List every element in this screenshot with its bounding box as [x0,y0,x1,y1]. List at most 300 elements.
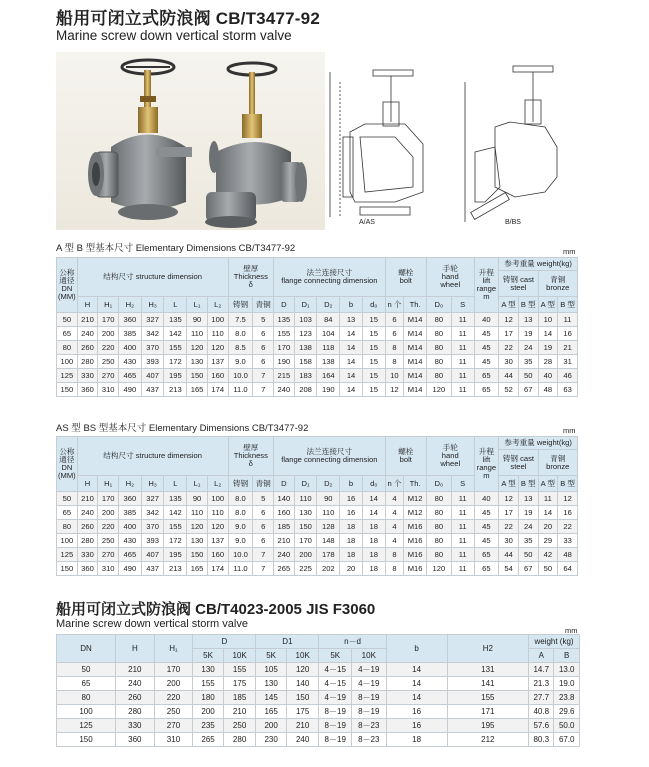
table-cell: 200 [294,548,317,562]
subheader-cell: L [164,476,187,492]
table-cell: 175 [223,677,256,691]
subheader-cell: L [164,297,187,313]
table-a [56,257,578,397]
table-cell: 22 [499,341,519,355]
drawing-label-b: B/BS [505,219,521,226]
table-cell: 48 [538,383,558,397]
table-cell: 210 [77,313,98,327]
col-h2: H2 [447,635,528,663]
table-cell: 50 [57,663,116,677]
table-c-unit: mm [565,626,578,635]
table-cell: 14 [340,355,363,369]
table-cell: 100 [57,355,78,369]
table-cell: 14 [340,383,363,397]
valve-photo [56,52,325,230]
table-cell: 150 [57,383,78,397]
table-cell: 8－19 [319,719,352,733]
table-cell: 90 [187,313,208,327]
table-cell: 4 [385,492,404,506]
subheader-cell: H₂ [119,297,142,313]
table-cell: 4 [385,520,404,534]
table-cell: 160 [274,506,295,520]
col-bolt: 螺栓 bolt [385,437,426,476]
table-cell: 14 [362,492,385,506]
table-cell: 14.7 [529,663,554,677]
table-cell: 40 [474,492,499,506]
table-row [57,355,578,369]
table-cell: 200 [154,677,193,691]
table-cell: 210 [223,705,256,719]
col-wall: 壁厚 Thickness δ [228,258,273,297]
section-subtitle: Marine screw down vertical storm valve [56,618,248,630]
table-cell: 210 [77,492,98,506]
col-bronze: 青铜 bronze [538,271,577,297]
table-c [56,634,580,747]
table-cell: 185 [274,520,295,534]
subheader-cell: D₂ [317,297,340,313]
table-cell: 150 [294,520,317,534]
table-row [57,663,580,677]
table-cell: 100 [207,492,228,506]
table-cell: 265 [193,733,224,747]
table-cell: 15 [362,355,385,369]
table-cell: 80 [426,341,451,355]
table-cell: 100 [57,534,78,548]
table-cell: 8 [385,548,404,562]
table-cell: 120 [187,341,208,355]
table-cell: 44 [499,548,519,562]
table-cell: M14 [404,369,427,383]
table-cell: 18 [340,520,363,534]
table-cell: 4－19 [319,691,352,705]
table-cell: 80 [426,327,451,341]
table-cell: 140 [286,677,319,691]
table-cell: 11 [451,313,474,327]
table-cell: 15 [362,369,385,383]
table-cell: 8.5 [228,341,253,355]
subheader-cell: D₀ [426,476,451,492]
subheader-cell: 10K [223,649,256,663]
table-cell: 19 [538,341,558,355]
table-cell: 230 [256,733,287,747]
table-cell: 155 [193,677,224,691]
table-cell: 19.0 [554,677,580,691]
subheader-cell: B 型 [518,476,538,492]
table-cell: 174 [207,562,228,576]
subheader-cell: b [340,297,363,313]
table-cell: 15 [362,327,385,341]
col-bolt: 螺栓 bolt [385,258,426,297]
table-cell: 52 [499,383,519,397]
table-cell: 18 [340,548,363,562]
col-structure: 结构尺寸 structure dimension [77,437,228,476]
drawing-label-a: A/AS [359,219,375,226]
table-cell: 11.0 [228,383,253,397]
table-row [57,677,580,691]
table-cell: 131 [447,663,528,677]
table-cell: 280 [223,733,256,747]
subheader-cell: D₂ [317,476,340,492]
table-cell: 29 [538,534,558,548]
table-cell: 120 [286,663,319,677]
table-cell: 6 [385,313,404,327]
table-cell: 250 [98,534,119,548]
subheader-cell: D₁ [294,297,317,313]
table-cell: 155 [223,663,256,677]
col-d1: D1 [256,635,319,649]
table-cell: 128 [317,520,340,534]
table-cell: 7.5 [228,313,253,327]
table-cell: 265 [274,562,295,576]
subheader-cell: D [274,476,295,492]
table-cell: 370 [141,520,164,534]
table-cell: 10 [538,313,558,327]
table-cell: 5 [253,492,274,506]
table-cell: 140 [274,492,295,506]
table-cell: 6 [253,327,274,341]
table-row [57,562,578,576]
table-cell: 30 [499,534,519,548]
table-cell: 27.7 [529,691,554,705]
table-cell: 54 [499,562,519,576]
col-cast-steel: 铸钢 cast steel [499,271,538,297]
table-cell: M14 [404,383,427,397]
subheader-cell: H₂ [119,476,142,492]
subheader-cell: 10K [286,649,319,663]
table-cell: 50 [538,562,558,576]
table-cell: 385 [119,327,142,341]
subheader-cell: L₁ [187,297,208,313]
table-cell: 407 [141,369,164,383]
table-row [57,341,578,355]
table-row [57,733,580,747]
subheader-cell: A 型 [499,297,519,313]
table-cell: 20 [538,520,558,534]
subheader-cell: Th. [404,297,427,313]
table-cell: 125 [57,369,78,383]
table-cell: 6 [253,341,274,355]
subheader-cell: 5K [319,649,352,663]
table-cell: 16 [558,506,578,520]
col-h1: H₁ [154,635,193,663]
table-cell: M12 [404,506,427,520]
table-cell: 100 [57,705,116,719]
table-cell: 103 [294,313,317,327]
table-cell: 260 [116,691,155,705]
table-cell: 138 [317,355,340,369]
table-cell: 50 [57,492,78,506]
table-cell: 8 [385,341,404,355]
table-cell: 15 [362,383,385,397]
table-cell: 190 [317,383,340,397]
table-cell: 360 [119,492,142,506]
table-cell: 4－19 [352,677,387,691]
col-dn: DN [57,635,116,663]
table-cell: 360 [116,733,155,747]
table-cell: 165 [256,705,287,719]
subheader-cell: 铸钢 [228,476,253,492]
table-cell: 45 [474,355,499,369]
table-cell: M12 [404,492,427,506]
table-cell: 67.0 [554,733,580,747]
table-cell: 6 [253,520,274,534]
table-cell: 35 [518,355,538,369]
table-cell: 11 [451,341,474,355]
table-cell: 22 [558,520,578,534]
table-cell: 8－23 [352,719,387,733]
table-cell: 240 [274,383,295,397]
table-cell: 6 [253,506,274,520]
table-cell: 400 [119,341,142,355]
table-cell: 21.3 [529,677,554,691]
subheader-cell: H [77,476,98,492]
table-cell: 11 [558,313,578,327]
table-cell: 200 [193,705,224,719]
table-cell: 123 [294,327,317,341]
table-cell: 430 [119,534,142,548]
table-row [57,548,578,562]
table-cell: 310 [98,383,119,397]
table-cell: 240 [77,506,98,520]
table-cell: 213 [164,383,187,397]
table-cell: 138 [294,341,317,355]
table-cell: 130 [256,677,287,691]
table-cell: 64 [558,562,578,576]
table-a-unit: mm [563,247,576,256]
subheader-cell: L₂ [207,476,228,492]
table-b-caption: AS 型 BS 型基本尺寸 Elementary Dimensions CB/T3477-92 [56,423,309,434]
table-cell: 165 [187,562,208,576]
table-cell: 12 [499,313,519,327]
table-cell: 155 [164,341,187,355]
subheader-cell: b [340,476,363,492]
table-cell: 360 [77,383,98,397]
subheader-cell: S [451,476,474,492]
table-cell: 80 [426,313,451,327]
table-cell: 18 [340,534,363,548]
subheader-cell: L₂ [207,297,228,313]
table-cell: 195 [164,548,187,562]
table-cell: 80 [57,520,78,534]
col-weight: weight (kg) [529,635,580,649]
table-cell: 120 [426,562,451,576]
table-cell: 130 [193,663,224,677]
subheader-cell: A [529,649,554,663]
table-cell: 185 [223,691,256,705]
table-cell: 120 [426,383,451,397]
col-structure: 结构尺寸 structure dimension [77,258,228,297]
table-cell: 170 [98,492,119,506]
table-cell: 30 [499,355,519,369]
table-cell: 7 [253,562,274,576]
table-cell: 13 [518,492,538,506]
table-cell: 270 [98,548,119,562]
table-row [57,369,578,383]
table-cell: 170 [274,341,295,355]
subheader-cell: L₁ [187,476,208,492]
subheader-cell: H₁ [98,297,119,313]
table-cell: 23.8 [554,691,580,705]
col-bronze: 青铜 bronze [538,450,577,476]
table-cell: 142 [164,327,187,341]
col-lift: 升程 lift range m [474,258,499,313]
col-h: H [116,635,155,663]
table-cell: 142 [164,506,187,520]
table-cell: 80 [426,492,451,506]
table-cell: 45 [474,534,499,548]
table-cell: 16 [386,719,447,733]
table-row [57,691,580,705]
table-cell: M16 [404,534,427,548]
table-cell: 210 [286,719,319,733]
col-handwheel: 手轮 hand wheel [426,258,474,297]
subheader-cell: H₃ [141,297,164,313]
table-cell: 24 [518,341,538,355]
subheader-cell: B 型 [558,476,578,492]
table-cell: 280 [116,705,155,719]
table-cell: 110 [207,327,228,341]
table-cell: 18 [386,733,447,747]
table-cell: 80 [426,369,451,383]
table-cell: M14 [404,313,427,327]
subheader-cell: D [274,297,295,313]
table-cell: 250 [223,719,256,733]
table-cell: 195 [447,719,528,733]
table-cell: 130 [187,534,208,548]
subheader-cell: B [554,649,580,663]
subheader-cell: H₁ [98,476,119,492]
table-cell: 40 [538,369,558,383]
table-cell: 160 [207,369,228,383]
table-cell: 84 [317,313,340,327]
col-weight: 参考重量 weight(kg) [499,437,578,450]
table-cell: 200 [256,719,287,733]
table-row [57,719,580,733]
table-cell: 12 [499,492,519,506]
table-cell: 8－19 [352,705,387,719]
table-cell: 240 [116,677,155,691]
table-cell: 67 [518,562,538,576]
table-cell: 120 [207,520,228,534]
table-cell: 250 [154,705,193,719]
table-cell: 6 [253,534,274,548]
table-cell: 110 [294,492,317,506]
table-cell: 9.0 [228,355,253,369]
table-a-caption: A 型 B 型基本尺寸 Elementary Dimensions CB/T3477-92 [56,243,296,254]
table-cell: 14 [386,677,447,691]
table-cell: 164 [317,369,340,383]
subheader-cell: 青铜 [253,297,274,313]
table-cell: 170 [294,534,317,548]
table-cell: 310 [98,562,119,576]
table-cell: 437 [141,562,164,576]
table-cell: 105 [256,663,287,677]
table-cell: M16 [404,548,427,562]
table-cell: 45 [474,520,499,534]
table-cell: 5 [253,313,274,327]
table-cell: 13 [518,313,538,327]
table-cell: 4－19 [352,663,387,677]
table-cell: 280 [77,355,98,369]
table-cell: 125 [57,719,116,733]
table-cell: 16 [386,705,447,719]
table-cell: 7 [253,369,274,383]
subheader-cell: n 个 [385,297,404,313]
table-cell: 330 [77,369,98,383]
col-cast-steel: 铸钢 cast steel [499,450,538,476]
table-cell: 342 [141,327,164,341]
table-cell: 11 [451,355,474,369]
table-cell: 7 [253,383,274,397]
table-cell: 360 [119,313,142,327]
table-cell: 13.0 [554,663,580,677]
subheader-cell: 10K [352,649,387,663]
table-cell: 135 [164,492,187,506]
table-cell: 158 [294,355,317,369]
page-title: 船用可闭立式防浪阀 CB/T3477-92 [56,9,320,28]
table-cell: 110 [317,506,340,520]
col-nominal: 公称 通径 DN (MM) [57,437,78,492]
table-cell: 225 [294,562,317,576]
table-cell: 50.0 [554,719,580,733]
table-cell: 14 [386,663,447,677]
table-cell: M14 [404,341,427,355]
table-cell: 17 [499,506,519,520]
table-cell: 150 [286,691,319,705]
table-cell: 260 [77,520,98,534]
table-cell: 65 [474,562,499,576]
table-cell: 12 [558,492,578,506]
table-cell: 90 [187,492,208,506]
table-cell: 11 [451,369,474,383]
table-cell: 11 [451,534,474,548]
table-cell: 270 [98,369,119,383]
table-cell: 150 [187,548,208,562]
subheader-cell: D₁ [294,476,317,492]
table-cell: M14 [404,355,427,369]
table-cell: 80 [426,520,451,534]
table-cell: 80 [426,355,451,369]
table-cell: 407 [141,548,164,562]
table-cell: 310 [154,733,193,747]
table-cell: 465 [119,548,142,562]
table-cell: 437 [141,383,164,397]
table-cell: 11 [451,327,474,341]
table-cell: 393 [141,355,164,369]
table-cell: 11 [451,548,474,562]
table-cell: 90 [317,492,340,506]
table-cell: 8 [385,355,404,369]
col-nd: n－d [319,635,386,649]
table-b-unit: mm [563,426,576,435]
table-cell: 4－15 [319,663,352,677]
table-cell: 170 [154,663,193,677]
col-flange: 法兰连接尺寸 flange connecting dimension [274,258,386,297]
table-cell: 210 [116,663,155,677]
table-cell: 213 [164,562,187,576]
col-d: D [193,635,256,649]
table-row [57,520,578,534]
table-cell: 215 [274,369,295,383]
table-cell: 14 [538,327,558,341]
table-cell: 220 [98,520,119,534]
table-cell: 155 [164,520,187,534]
table-cell: 33 [558,534,578,548]
table-row [57,534,578,548]
table-cell: 65 [474,383,499,397]
table-cell: 9.0 [228,534,253,548]
subheader-cell: D₀ [426,297,451,313]
